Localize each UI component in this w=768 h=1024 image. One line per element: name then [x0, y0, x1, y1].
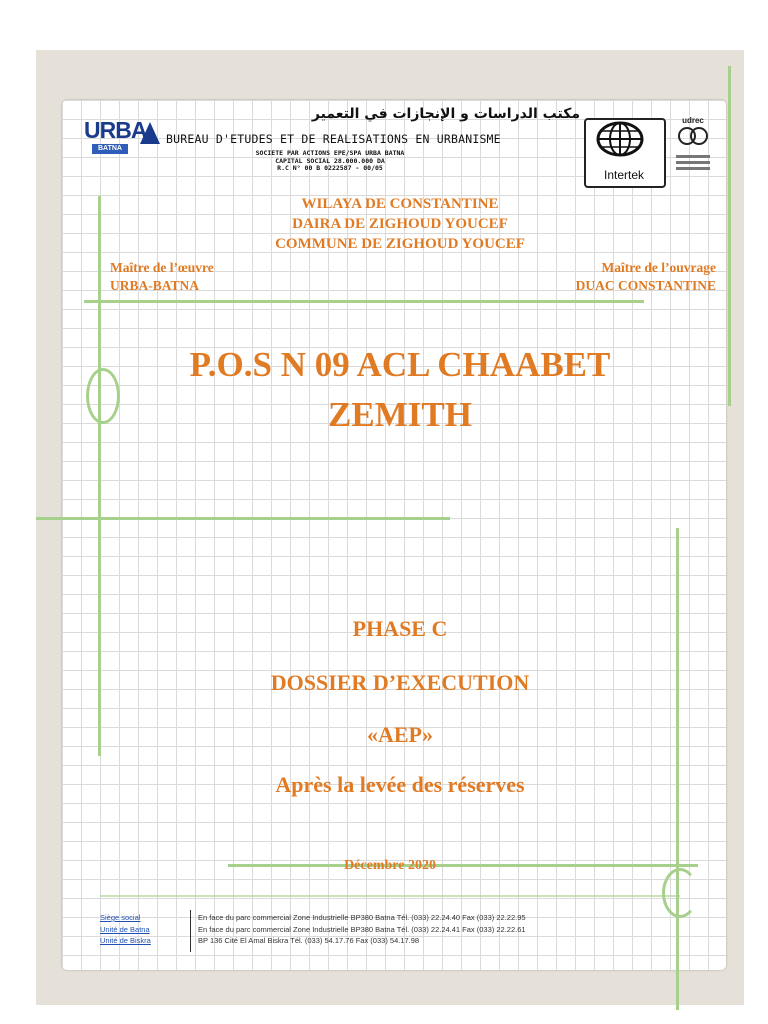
cert-text-line: [676, 155, 710, 158]
maitre-ouvrage-label: Maître de l’ouvrage: [601, 260, 716, 275]
arabic-company-name: مكتب الدراسات و الإنجازات في التعمير: [311, 106, 580, 122]
wilaya-line: WILAYA DE CONSTANTINE: [301, 196, 499, 212]
maitre-oeuvre-value: URBA-BATNA: [110, 278, 200, 293]
deco-oval-bottom-right: [662, 868, 698, 918]
footer-address-line: En face du parc commercial Zone Industrielle BP380 Batna Tél. (033) 22.24.41 Fax (033) 22.22.61: [198, 924, 526, 934]
cert-text-line: [676, 161, 710, 164]
footer-units: [100, 912, 151, 947]
deco-line-right-top: [728, 66, 731, 406]
societe-line: CAPITAL SOCIAL 28.000.000 DA: [275, 156, 385, 165]
globe-icon: [596, 121, 644, 157]
footer-address-line: BP 136 Cité El Amal Biskra Tél. (033) 54.17.76 Fax (033) 54.17.98: [198, 936, 420, 945]
title-line-1: P.O.S N 09 ACL CHAABET: [189, 345, 611, 384]
phase-label: PHASE C: [352, 616, 448, 641]
footer-unit-biskra[interactable]: Unité de Biskra: [100, 936, 151, 945]
deco-line-left-horizontal: [36, 517, 450, 520]
deco-line-bottom-horizontal-2: [100, 895, 680, 897]
footer-unit-siege[interactable]: Siège social: [100, 913, 141, 922]
urba-logo-sub: BATNA: [92, 144, 128, 154]
cert-text-line: [676, 167, 710, 170]
footer-addresses: [198, 912, 526, 947]
status-label: Après la levée des réserves: [275, 772, 525, 797]
maitre-oeuvre-label: Maître de l’œuvre: [110, 260, 214, 275]
deco-line-right-vertical: [676, 528, 679, 1010]
societe-line: R.C N° 00 B 0222587 - 00/05: [277, 164, 383, 172]
cert-label: udrec: [682, 116, 704, 125]
daira-line: DAIRA DE ZIGHOUD YOUCEF: [292, 216, 508, 232]
maitre-ouvrage-value: DUAC CONSTANTINE: [575, 278, 716, 293]
commune-line: COMMUNE DE ZIGHOUD YOUCEF: [275, 236, 525, 252]
document-title: [100, 340, 700, 440]
urba-logo-text: URBA: [84, 117, 147, 143]
deco-line-mid-horizontal: [84, 300, 644, 303]
aep-label: «AEP»: [367, 722, 433, 747]
urba-logo: [84, 118, 160, 158]
document-date: Décembre 2020: [344, 858, 436, 873]
footer-divider: [190, 910, 191, 952]
intertek-label: Intertek: [603, 168, 645, 182]
footer-address-line: En face du parc commercial Zone Industrielle BP380 Batna Tél. (033) 22.24.40 Fax (033) 22.22.95: [198, 913, 526, 922]
societe-line: SOCIETE PAR ACTIONS EPE/SPA URBA BATNA: [255, 149, 405, 157]
certification-logo: [670, 116, 716, 186]
urba-flag-icon: [140, 122, 160, 144]
title-line-2: ZEMITH: [328, 395, 472, 434]
dossier-label: DOSSIER D’EXECUTION: [270, 670, 530, 695]
bureau-name: BUREAU D'ETUDES ET DE REALISATIONS EN URBANISME: [166, 132, 501, 146]
footer-unit-batna[interactable]: Unité de Batna: [100, 924, 150, 934]
societe-info: [180, 150, 480, 173]
cert-emblem-icon: [670, 125, 716, 147]
